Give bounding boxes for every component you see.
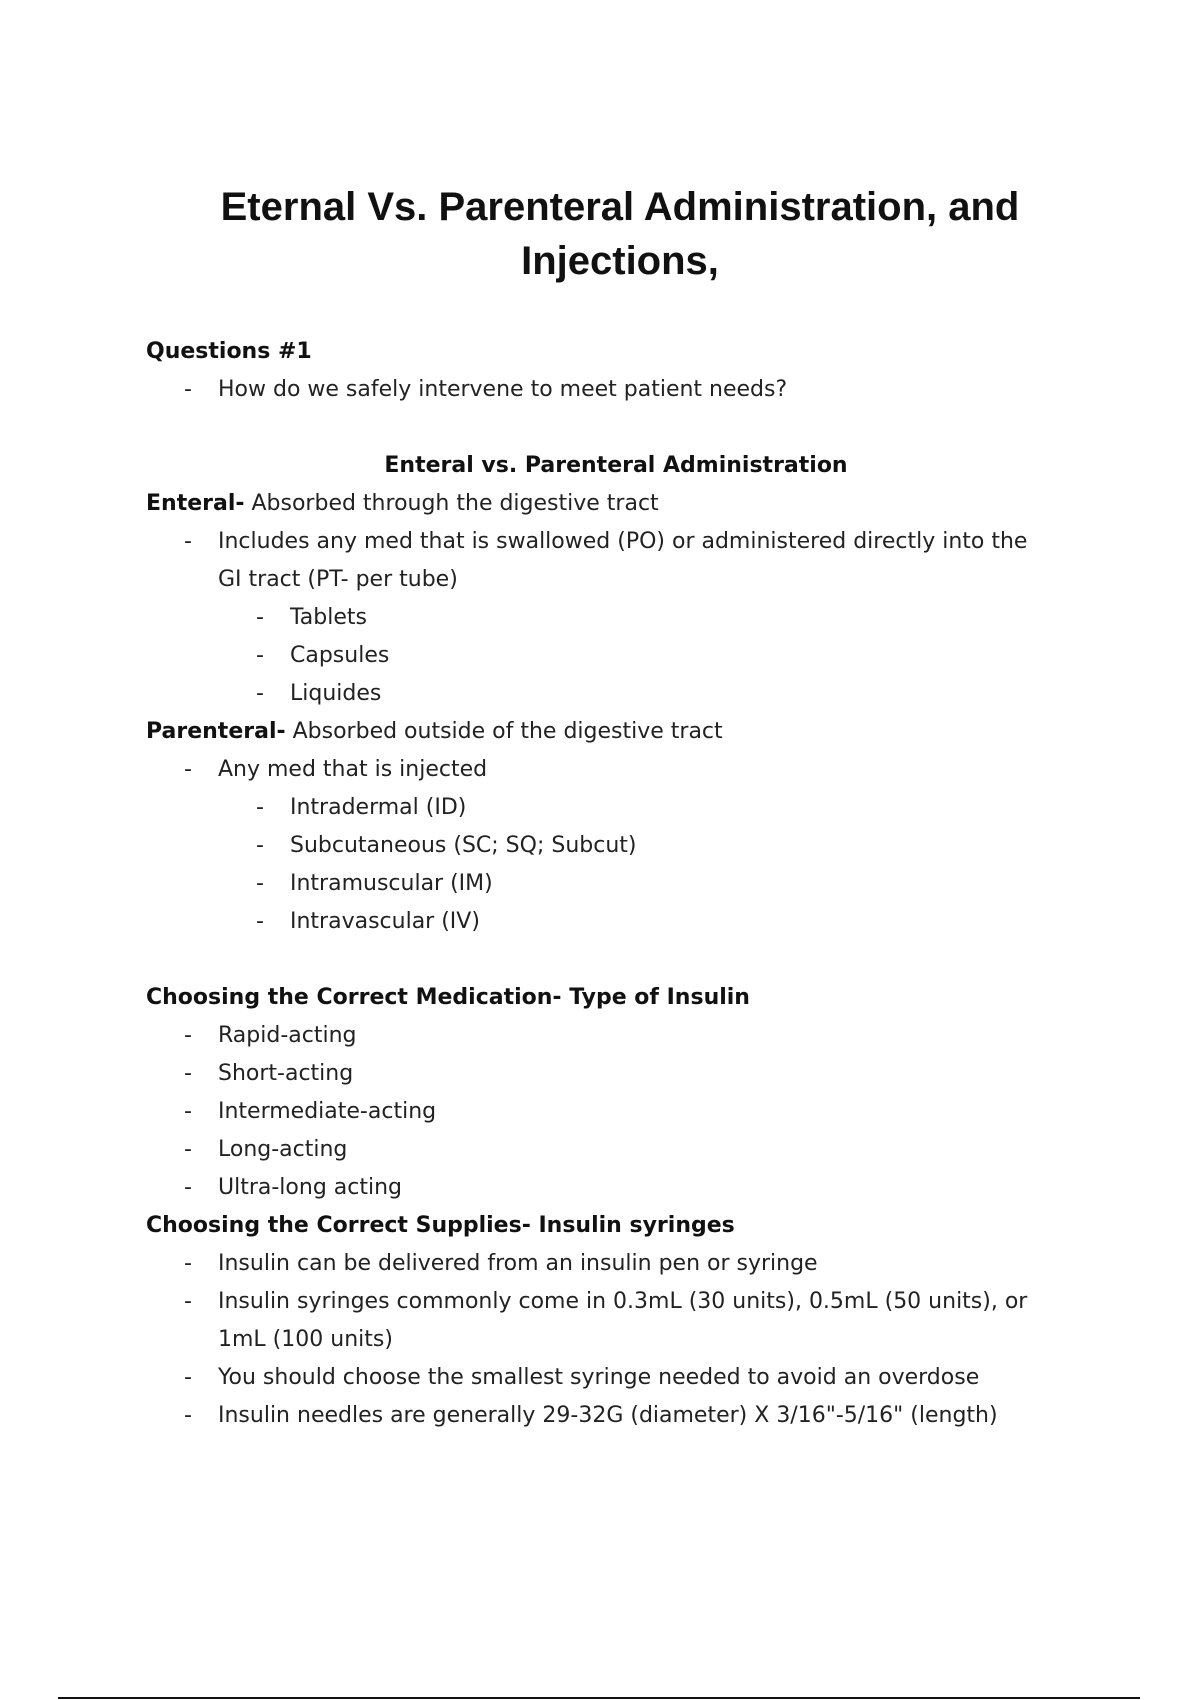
list-item	[146, 1283, 1038, 1359]
parenteral-definition-text: Absorbed outside of the digestive tract	[285, 719, 723, 744]
dash-bullet: -	[184, 1023, 192, 1048]
list-item-text: Tablets	[290, 605, 367, 630]
list-item-text: Ultra-long acting	[218, 1175, 403, 1200]
list-item	[146, 1017, 1086, 1055]
dash-bullet: -	[184, 1289, 192, 1314]
questions-heading: Questions #1	[146, 339, 312, 364]
insulin-supplies-heading: Choosing the Correct Supplies- Insulin syringes	[146, 1213, 735, 1238]
section-title-enteral-parenteral: Enteral vs. Parenteral Administration	[384, 453, 848, 478]
list-item-text: Subcutaneous (SC; SQ; Subcut)	[290, 833, 637, 858]
dash-bullet: -	[256, 909, 264, 934]
dash-bullet: -	[256, 605, 264, 630]
list-item	[146, 827, 1086, 865]
bottom-divider	[58, 1697, 1140, 1699]
list-item	[146, 1093, 1086, 1131]
page-title: Eternal Vs. Parenteral Administration, and Injections,	[220, 185, 1020, 283]
list-item	[146, 371, 1086, 409]
dash-bullet: -	[184, 1251, 192, 1276]
list-item	[146, 1131, 1086, 1169]
list-item-text: Insulin needles are generally 29-32G (diameter) X 3/16"-5/16" (length)	[218, 1403, 998, 1428]
insulin-types-heading: Choosing the Correct Medication- Type of Insulin	[146, 985, 750, 1010]
dash-bullet: -	[184, 1403, 192, 1428]
enteral-term: Enteral-	[146, 491, 245, 516]
list-item-text: Intramuscular (IM)	[290, 871, 493, 896]
list-item	[146, 789, 1086, 827]
dash-bullet: -	[256, 681, 264, 706]
document-body	[146, 333, 1086, 1435]
dash-bullet: -	[184, 1175, 192, 1200]
dash-bullet: -	[184, 757, 192, 782]
list-item	[146, 1397, 1086, 1435]
list-item-text: Intravascular (IV)	[290, 909, 480, 934]
list-item	[146, 751, 1086, 789]
list-item-text: Insulin syringes commonly come in 0.3mL (30 units), 0.5mL (50 units), or 1mL (100 units)	[218, 1289, 1028, 1352]
list-item-text: Includes any med that is swallowed (PO) or administered directly into the GI tract (PT- per tube)	[218, 529, 1028, 592]
list-item-text: You should choose the smallest syringe needed to avoid an overdose	[218, 1365, 980, 1390]
list-item-text: Rapid-acting	[218, 1023, 357, 1048]
dash-bullet: -	[184, 377, 192, 402]
list-item-text: Insulin can be delivered from an insulin pen or syringe	[218, 1251, 818, 1276]
list-item	[146, 865, 1086, 903]
list-item	[146, 599, 1086, 637]
list-item-text: Capsules	[290, 643, 390, 668]
dash-bullet: -	[256, 795, 264, 820]
dash-bullet: -	[256, 833, 264, 858]
list-item	[146, 1359, 1086, 1397]
dash-bullet: -	[184, 1137, 192, 1162]
dash-bullet: -	[184, 1061, 192, 1086]
list-item-text: Intermediate-acting	[218, 1099, 437, 1124]
list-item-text: Short-acting	[218, 1061, 354, 1086]
list-item	[146, 675, 1086, 713]
dash-bullet: -	[256, 871, 264, 896]
dash-bullet: -	[256, 643, 264, 668]
list-item-text: Intradermal (ID)	[290, 795, 467, 820]
parenteral-definition	[146, 713, 1086, 751]
list-item	[146, 1245, 1086, 1283]
list-item	[146, 1055, 1086, 1093]
dash-bullet: -	[184, 1365, 192, 1390]
enteral-definition	[146, 485, 1086, 523]
list-item	[146, 523, 1038, 599]
list-item	[146, 637, 1086, 675]
list-item	[146, 903, 1086, 941]
list-item-text: How do we safely intervene to meet patient needs?	[218, 377, 788, 402]
enteral-definition-text: Absorbed through the digestive tract	[244, 491, 659, 516]
dash-bullet: -	[184, 1099, 192, 1124]
list-item-text: Long-acting	[218, 1137, 348, 1162]
parenteral-term: Parenteral-	[146, 719, 286, 744]
dash-bullet: -	[184, 529, 192, 554]
list-item	[146, 1169, 1086, 1207]
list-item-text: Any med that is injected	[218, 757, 488, 782]
list-item-text: Liquides	[290, 681, 382, 706]
